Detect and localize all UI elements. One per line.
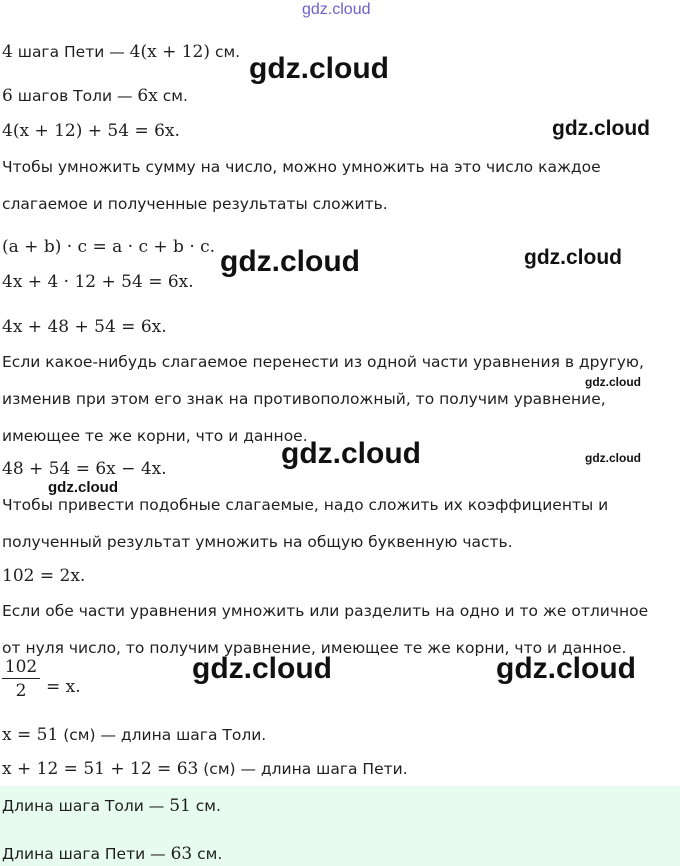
answer-line: Длина шага Пети — 63 см.: [2, 844, 223, 864]
text-line: Если обе части уравнения умножить или разделить на одно и то же отличное: [2, 602, 649, 620]
watermark: gdz.cloud: [48, 479, 118, 496]
equation-line: (a + b) · c = a · c + b · c.: [2, 237, 216, 257]
text-line: имеющее те же корни, что и данное.: [2, 427, 308, 445]
equation-line: 4x + 48 + 54 = 6x.: [2, 317, 167, 337]
text-line: полученный результат умножить на общую буквенную часть.: [2, 533, 513, 551]
text-line: от нуля число, то получим уравнение, имеющее те же корни, что и данное.: [2, 639, 627, 657]
text-line: 6 шагов Толи — 6x см.: [2, 86, 188, 106]
answer-line: Длина шага Толи — 51 см.: [2, 796, 221, 816]
watermark: gdz.cloud: [192, 652, 332, 685]
fraction-rest: = x.: [46, 677, 81, 697]
text-line: изменив при этом его знак на противоположный, то получим уравнение,: [2, 390, 606, 408]
text-line: слагаемое и полученные результаты сложить.: [2, 195, 388, 213]
equation-line: 48 + 54 = 6x − 4x.: [2, 459, 167, 479]
watermark: gdz.cloud: [585, 375, 641, 389]
watermark-top: gdz.cloud: [302, 1, 371, 18]
equation-line: 4x + 4 · 12 + 54 = 6x.: [2, 272, 194, 292]
watermark: gdz.cloud: [496, 652, 636, 685]
watermark: gdz.cloud: [552, 117, 650, 140]
watermark: gdz.cloud: [220, 245, 360, 278]
fraction: [2, 657, 40, 701]
text-line: Чтобы умножить сумму на число, можно умножить на это число каждое: [2, 158, 601, 176]
fraction-bar: [2, 678, 40, 679]
watermark: gdz.cloud: [249, 52, 389, 85]
text-line: x = 51 (см) — длина шага Толи.: [2, 725, 267, 745]
text-line: Чтобы привести подобные слагаемые, надо сложить их коэффициенты и: [2, 496, 609, 514]
text-line: Если какое-нибудь слагаемое перенести из одной части уравнения в другую,: [2, 353, 644, 371]
fraction-denominator: 2: [15, 681, 27, 701]
equation-line: 102 = 2x.: [2, 566, 86, 586]
watermark: gdz.cloud: [524, 246, 622, 269]
fraction-numerator: 102: [4, 657, 38, 677]
text-line: x + 12 = 51 + 12 = 63 (см) — длина шага Пети.: [2, 759, 408, 779]
equation-line: 4(x + 12) + 54 = 6x.: [2, 121, 180, 141]
watermark: gdz.cloud: [281, 437, 421, 470]
text-line: 4 шага Пети — 4(x + 12) см.: [2, 42, 241, 62]
watermark: gdz.cloud: [585, 451, 641, 465]
